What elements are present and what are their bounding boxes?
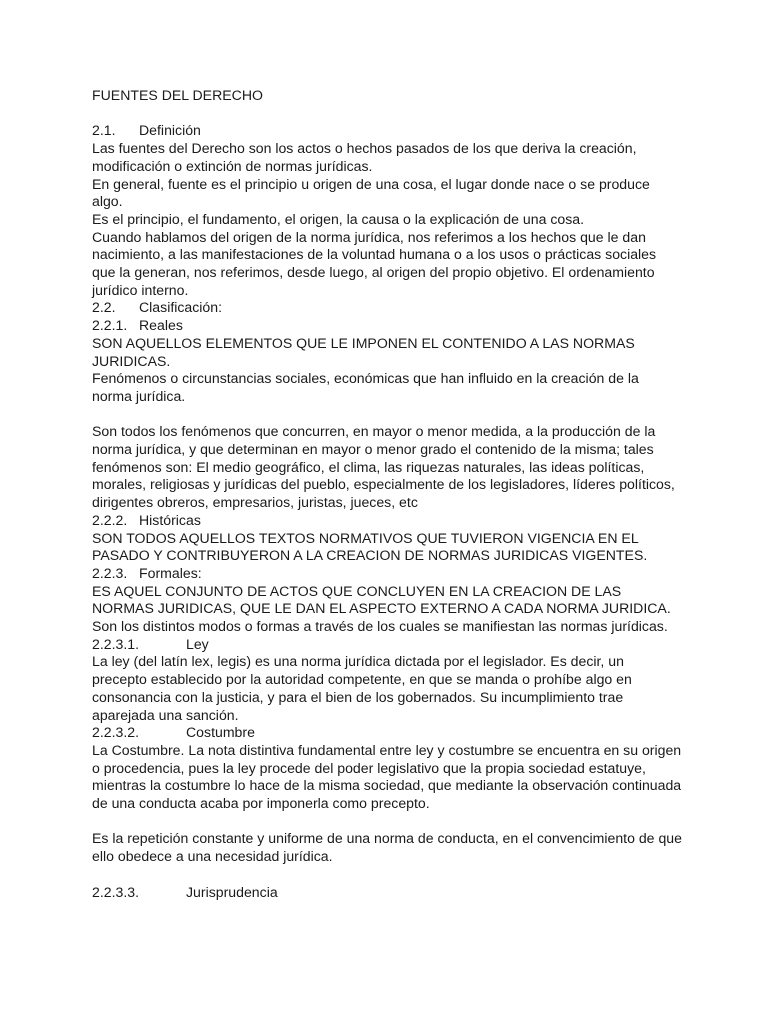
section-heading-2-2-1 <box>92 317 682 335</box>
paragraph: Es el principio, el fundamento, el origen, la causa o la explicación de una cosa. <box>92 210 585 227</box>
section-number: 2.2.3.3. <box>92 883 140 900</box>
paragraph: SON TODOS AQUELLOS TEXTOS NORMATIVOS QUE TUVIERON VIGENCIA EN EL PASADO Y CONTRIBUYERON A LA CREACION DE NORMAS JURIDICAS VIGENTES. <box>92 529 648 564</box>
section-title: Clasificación: <box>139 299 223 316</box>
paragraph: Fenómenos o circunstancias sociales, económicas que han influido en la creación de la norma jurídica. <box>92 370 639 404</box>
paragraph: SON AQUELLOS ELEMENTOS QUE LE IMPONEN EL CONTENIDO A LAS NORMAS JURIDICAS. <box>92 334 635 369</box>
section-heading-2-2-3-3 <box>92 884 682 902</box>
section-number: 2.2.1. <box>92 317 128 334</box>
section-title: Jurisprudencia <box>186 883 278 900</box>
document-body <box>92 87 682 901</box>
blank-line <box>92 105 682 123</box>
section-number: 2.2.3.1. <box>92 635 140 652</box>
section-heading-2-2-3-2 <box>92 724 682 742</box>
blank-line <box>92 406 682 424</box>
paragraph: Cuando hablamos del origen de la norma jurídica, nos referimos a los hechos que le dan nacimiento, a las manifestaciones de la voluntad humana o a los usos o prácticas sociales que la generan, nos referimos, desde luego, al origen del propio objetivo. El ordenamiento jurídico interno. <box>92 228 657 298</box>
section-heading-2-2-2 <box>92 512 682 530</box>
section-title: Reales <box>139 317 183 334</box>
paragraph: En general, fuente es el principio u origen de una cosa, el lugar donde nace o se produce algo. <box>92 175 650 210</box>
section-title: Definición <box>139 122 201 139</box>
paragraph: La ley (del latín lex, legis) es una norma jurídica dictada por el legislador. Es decir, un precepto establecido por la autoridad competente, en que se manda o prohíbe algo en consonancia con la justicia, y para el bien de los gobernados. Su incumplimiento trae aparejada una sanción. <box>92 653 632 723</box>
section-heading-2-2-3 <box>92 565 682 583</box>
paragraph: ES AQUEL CONJUNTO DE ACTOS QUE CONCLUYEN EN LA CREACION DE LAS NORMAS JURIDICAS, QUE LE DAN EL ASPECTO EXTERNO A CADA NORMA JURIDICA. <box>92 582 671 617</box>
blank-line <box>92 866 682 884</box>
blank-line <box>92 813 682 831</box>
section-title: Históricas <box>139 511 201 528</box>
section-number: 2.2.2. <box>92 511 128 528</box>
section-heading-2-2 <box>92 299 682 317</box>
paragraph: Son los distintos modos o formas a través de los cuales se manifiestan las normas jurídicas. <box>92 618 668 635</box>
section-heading-2-2-3-1 <box>92 636 682 654</box>
section-number: 2.1. <box>92 122 116 139</box>
section-number: 2.2. <box>92 299 116 316</box>
section-title: Costumbre <box>186 724 255 741</box>
section-title: Ley <box>186 635 209 652</box>
section-heading-2-1 <box>92 122 682 140</box>
section-title: Formales: <box>139 564 202 581</box>
paragraph: Es la repetición constante y uniforme de una norma de conducta, en el convencimiento de que ello obedece a una necesidad jurídica. <box>92 830 682 865</box>
paragraph: Son todos los fenómenos que concurren, en mayor o menor medida, a la producción de la norma jurídica, y que determinan en mayor o menor grado el contenido de la misma; tales fenómenos son: El medio geográfico, el clima, las riquezas naturales, las ideas políticas, morales, religiosas y jurídicas del pueblo, especialmente de los legisladores, líderes políticos, dirigentes obreros, empresarios, juristas, jueces, etc <box>92 423 675 511</box>
document-title: FUENTES DEL DERECHO <box>92 87 263 103</box>
section-number: 2.2.3.2. <box>92 724 140 741</box>
paragraph: La Costumbre. La nota distintiva fundamental entre ley y costumbre se encuentra en su origen o procedencia, pues la ley procede del poder legislativo que la propia sociedad estatuye, mientras la costumbre lo hace de la misma sociedad, que mediante la observación continuada de una conducta acaba por imponerla como precepto. <box>92 741 682 812</box>
section-number: 2.2.3. <box>92 564 128 581</box>
paragraph: Las fuentes del Derecho son los actos o hechos pasados de los que deriva la creación, modificación o extinción de normas jurídicas. <box>92 140 637 174</box>
